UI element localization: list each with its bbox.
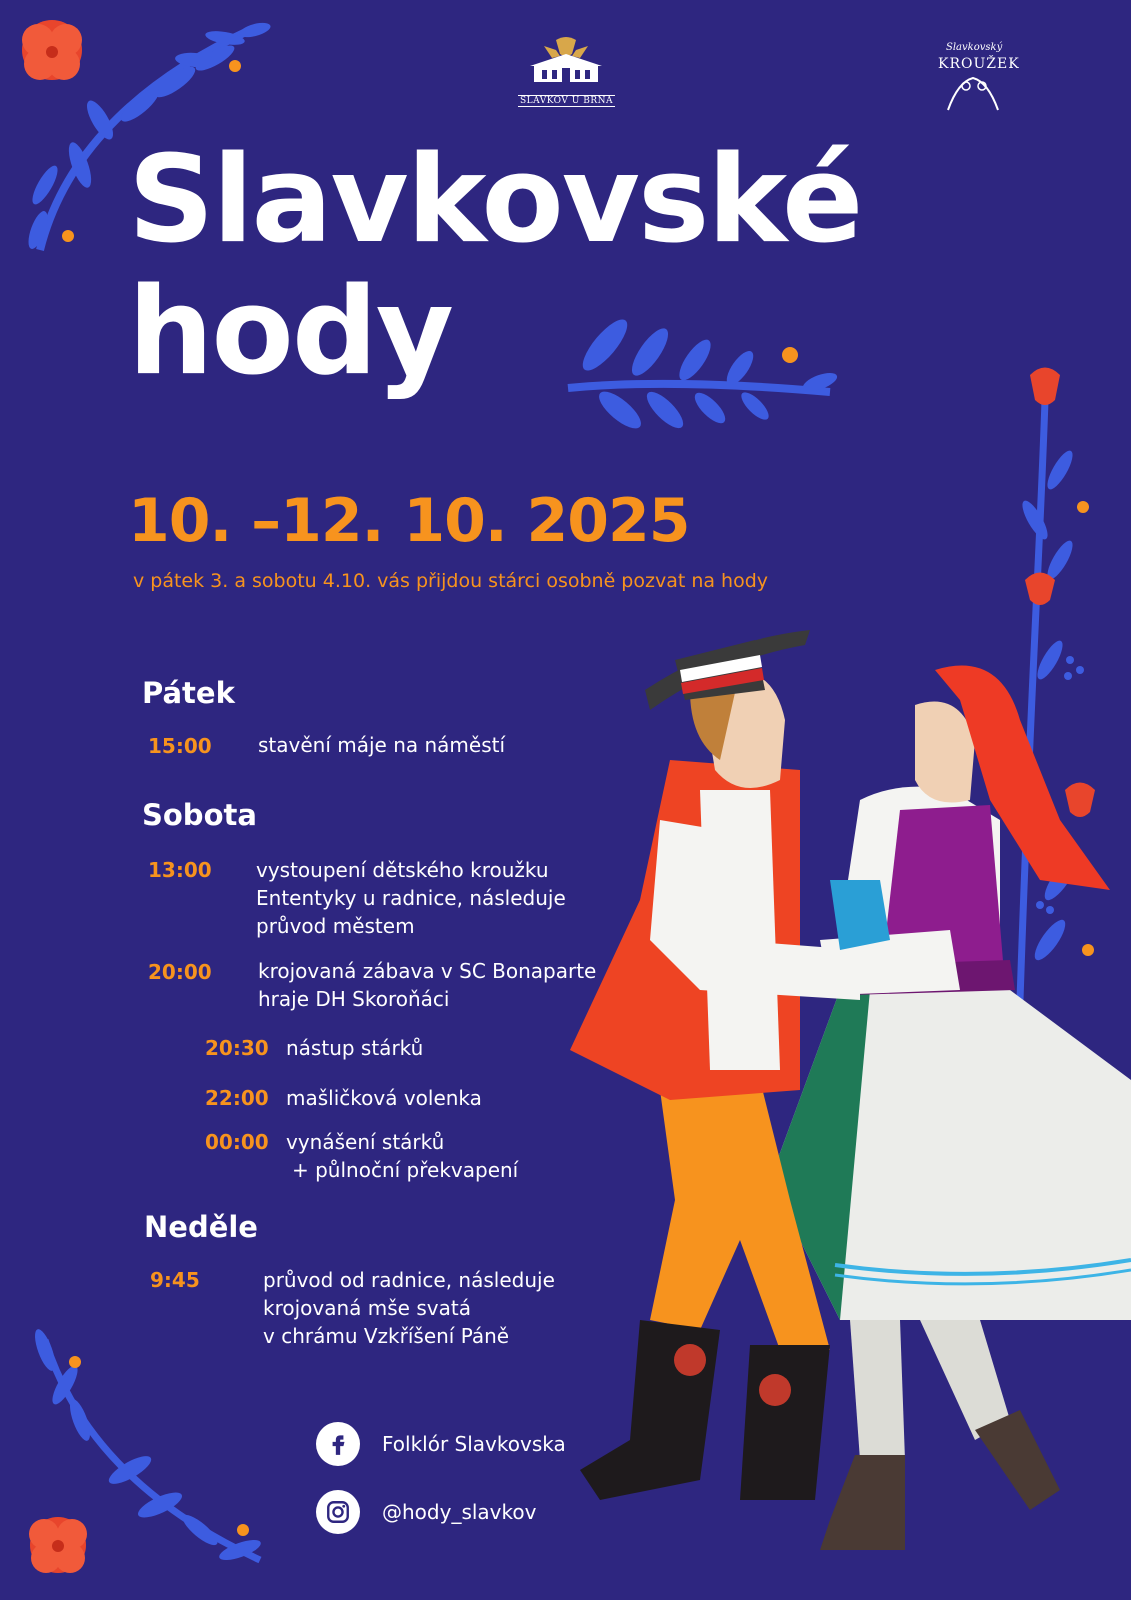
- saturday-event-4: [286, 1084, 482, 1112]
- saturday-event-2: [258, 957, 596, 1013]
- day-heading-sunday: Neděle: [144, 1210, 258, 1244]
- dancers-emblem-icon: [938, 72, 1008, 112]
- event-line: Ententyky u radnice, následuje: [256, 886, 566, 910]
- event-line: v chrámu Vzkříšení Páně: [263, 1324, 510, 1348]
- saturday-time-1: 13:00: [148, 858, 212, 882]
- event-line: hraje DH Skoroňáci: [258, 987, 450, 1011]
- dancing-couple-illustration: [570, 630, 1131, 1550]
- sunday-event-1: [263, 1266, 555, 1350]
- bottom-left-floral-ornament: [29, 1327, 263, 1573]
- event-line: krojovaná mše svatá: [263, 1296, 471, 1320]
- event-line: nástup stárků: [286, 1036, 424, 1060]
- friday-event-1: [258, 731, 505, 759]
- saturday-event-3: [286, 1034, 423, 1062]
- title-line-2: hody: [128, 263, 452, 402]
- event-dates: 10. –12. 10. 2025: [128, 486, 690, 556]
- event-line: mašličková volenka: [286, 1086, 482, 1110]
- instagram-label: @hody_slavkov: [382, 1500, 537, 1524]
- facebook-label: Folklór Slavkovska: [382, 1432, 566, 1456]
- event-line: vystoupení dětského kroužku: [256, 858, 549, 882]
- facebook-link[interactable]: [316, 1422, 566, 1466]
- event-line: stavění máje na náměstí: [258, 733, 506, 757]
- saturday-time-4: 22:00: [205, 1086, 269, 1110]
- invitation-note: v pátek 3. a sobotu 4.10. vás přijdou stárci osobně pozvat na hody: [133, 570, 769, 592]
- instagram-link[interactable]: [316, 1490, 536, 1534]
- town-crest-icon: [526, 36, 606, 84]
- town-name: SLAVKOV U BRNA: [520, 96, 613, 106]
- event-line: průvod od radnice, následuje: [263, 1268, 555, 1292]
- event-title: [128, 131, 862, 402]
- event-line: krojovaná zábava v SC Bonaparte: [258, 959, 597, 983]
- day-heading-friday: Pátek: [142, 676, 235, 710]
- club-name: KROUŽEK: [938, 56, 1020, 72]
- sunday-time-1: 9:45: [150, 1268, 200, 1292]
- event-line: průvod městem: [256, 914, 415, 938]
- title-line-1: Slavkovské: [128, 131, 862, 270]
- event-line: + půlnoční překvapení: [292, 1158, 519, 1182]
- saturday-event-5: [286, 1128, 518, 1184]
- event-line: vynášení stárků: [286, 1130, 445, 1154]
- right-floral-stem: [1018, 368, 1095, 1001]
- folklore-club-logo: [930, 42, 1020, 114]
- facebook-icon: [316, 1422, 360, 1466]
- town-logo: [518, 36, 614, 107]
- saturday-time-2: 20:00: [148, 960, 212, 984]
- saturday-event-1: [256, 856, 566, 940]
- club-script-text: Slavkovský: [946, 42, 1003, 53]
- saturday-time-3: 20:30: [205, 1036, 269, 1060]
- instagram-icon: [316, 1490, 360, 1534]
- saturday-time-5: 00:00: [205, 1130, 269, 1154]
- day-heading-saturday: Sobota: [142, 798, 257, 832]
- friday-time-1: 15:00: [148, 734, 212, 758]
